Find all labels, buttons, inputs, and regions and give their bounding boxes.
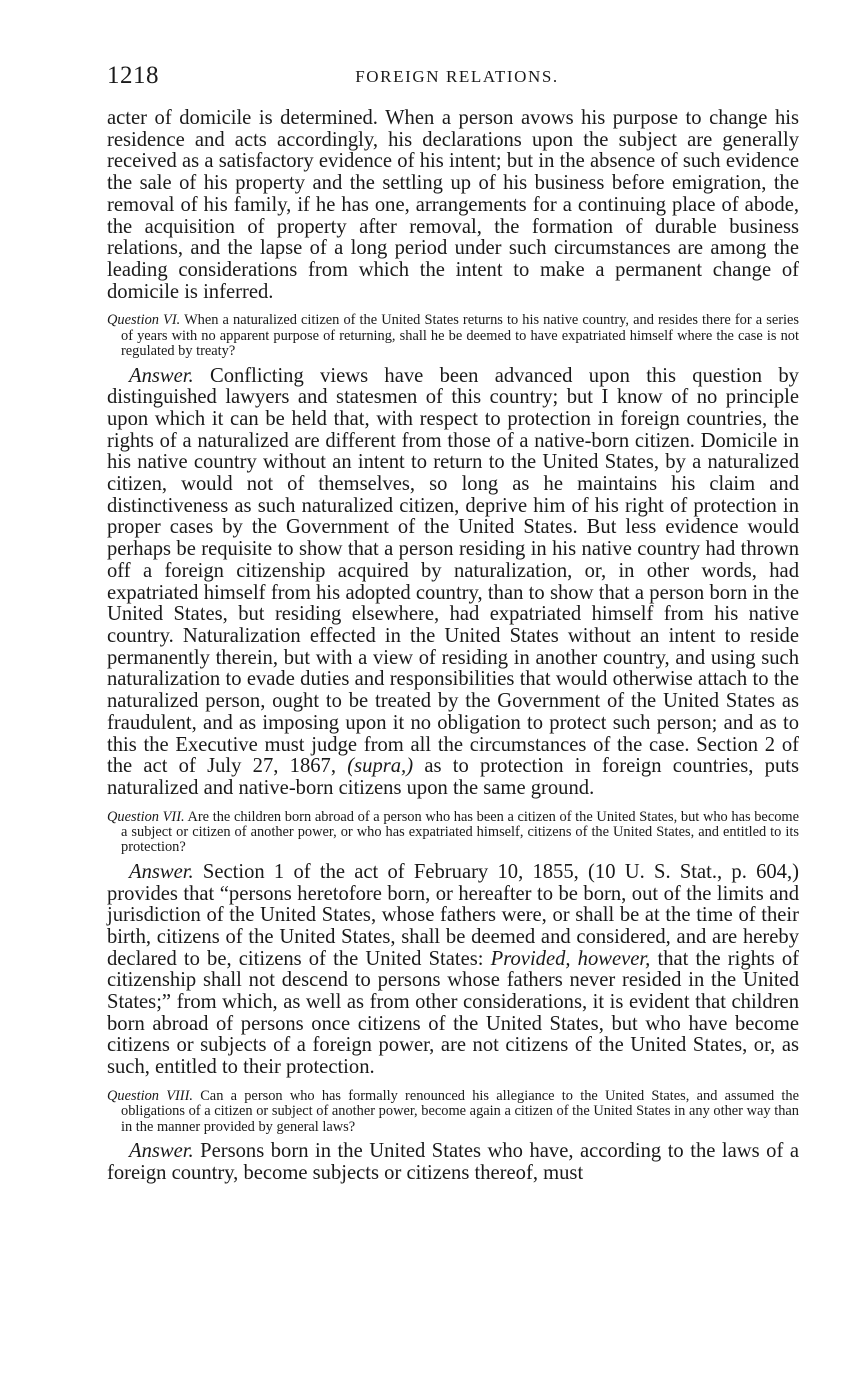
question-label: Question VI. bbox=[107, 312, 181, 329]
question-label: Question VIII. bbox=[107, 1087, 193, 1104]
page-number: 1218 bbox=[107, 62, 159, 89]
question-label: Question VII. bbox=[107, 808, 185, 825]
proviso-italic: Provided, however, bbox=[490, 947, 651, 970]
answer-8 bbox=[107, 1141, 799, 1184]
intro-paragraph: acter of domicile is determined. When a person avows his purpose to change his residence and acts accordingly, his declarations upon the subject are generally received as a satisfactory evidence of his intent; but in the absence of such evidence the sale of his property and the settling up of his business before emigration, the removal of his family, if he has one, arrangements for a continuing place of abode, the acquisition of property after removal, the formation of durable business relations, and the lapse of a long period under such circumstances are among the leading considerations from which the intent to make a permanent change of domicile is inferred. bbox=[107, 107, 799, 303]
question-text: When a naturalized citizen of the United States returns to his native country, and resides there for a series of years with no apparent purpose of returning, shall he be deemed to have expatriated himself where the case is not regulated by treaty? bbox=[121, 312, 799, 360]
answer-text: Conflicting views have been advanced upon this question by distinguished lawyers and statesmen of this country; but I know of no principle upon which it can be held that, with respect to protection in foreign countries, the rights of a naturalized are different from those of a native-born citizen. Domicile in his native country without an intent to return to the United States, by a naturalized citizen, would not of themselves, so long as he maintains his claim and distinctiveness as such naturalized citizen, deprive him of his right of protection in proper cases by the Government of the United States. But less evidence would perhaps be requisite to show that a person residing in his native country had thrown off a foreign citizenship acquired by naturalization, or, in other words, had expatriated himself from his adopted country, than to show that a person born in the United States, but residing elsewhere, had expatriated himself from his native country. Naturalization effected in the United States without an intent to reside permanently therein, but with a view of residing in another country, and using such naturalization to evade duties and responsibilities that would otherwise attach to the naturalized person, ought to be treated by the Government of the United States as fraudulent, and as imposing upon it no obligation to protect such person; and as to this the Executive must judge from all the circumstances of the case. Section 2 of the act of July 27, 1867, bbox=[107, 364, 799, 778]
running-title: FOREIGN RELATIONS. bbox=[355, 67, 559, 86]
page-header bbox=[107, 62, 807, 98]
answer-text-end: that the rights of citizenship shall not descend to persons whose fathers never resided in the United States;” from which, as well as from other considerations, it is evident that children born abroad of persons once citizens of the United States, but who have become citizens or subjects of a foreign power, are not citizens of the United States, or, as such, entitled to their protection. bbox=[107, 947, 800, 1079]
answer-7 bbox=[107, 862, 799, 1079]
answer-text-end: as to protection in foreign countries, puts naturalized and native-born citizens upon the same ground. bbox=[107, 755, 799, 799]
answer-label: Answer. bbox=[129, 860, 194, 883]
answer-label: Answer. bbox=[129, 1140, 194, 1163]
question-text: Can a person who has formally renounced his allegiance to the United States, and assumed the obligations of a citizen or subject of another power, become again a citizen of the United States in any other way than in the manner provided by general laws? bbox=[121, 1087, 799, 1135]
answer-6 bbox=[107, 366, 799, 800]
question-8 bbox=[107, 1089, 799, 1135]
question-text: Are the children born abroad of a person who has been a citizen of the United States, but who has become a subject or citizen of another power, or who has expatriated himself, citizens of the United States, and entitled to its protection? bbox=[121, 808, 799, 856]
answer-text: Section 1 of the act of February 10, 1855, (10 U. S. Stat., p. 604,) provides that “persons heretofore born, or hereafter to be born, out of the limits and jurisdiction of the United States, whose fathers were, or shall be at the time of their birth, citizens of the United States, shall be deemed and considered, and are hereby declared to be, citizens of the United States: bbox=[107, 860, 799, 970]
answer-label: Answer. bbox=[129, 364, 194, 387]
page-body bbox=[107, 108, 799, 1184]
question-7 bbox=[107, 810, 799, 856]
answer-text: Persons born in the United States who have, according to the laws of a foreign country, become subjects or citizens thereof, must bbox=[107, 1140, 799, 1184]
question-6 bbox=[107, 313, 799, 359]
citation-italic: (supra,) bbox=[347, 755, 414, 778]
